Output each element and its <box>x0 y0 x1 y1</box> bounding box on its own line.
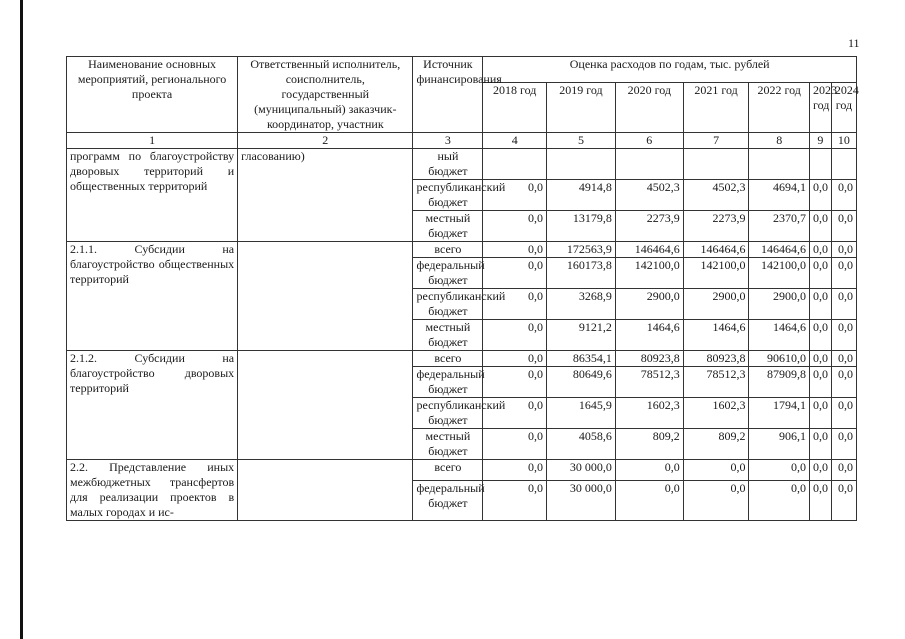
header-year: 2024 год <box>831 82 856 132</box>
expense-value: 90610,0 <box>749 351 810 367</box>
expense-value: 809,2 <box>683 429 749 460</box>
expense-value: 0,0 <box>615 480 683 520</box>
expense-value: 4058,6 <box>547 429 616 460</box>
expense-value: 0,0 <box>831 480 856 520</box>
expense-value: 809,2 <box>615 429 683 460</box>
expense-value: 0,0 <box>831 398 856 429</box>
responsible <box>238 242 413 351</box>
table-row <box>67 460 857 481</box>
measure-name: 2.1.1. Субсидии на благоустройство общественных территорий <box>67 242 238 351</box>
table-row <box>67 351 857 367</box>
expense-value: 2900,0 <box>749 289 810 320</box>
expense-value: 80649,6 <box>547 367 616 398</box>
expense-value: 2370,7 <box>749 211 810 242</box>
expense-value: 78512,3 <box>683 367 749 398</box>
expense-value: 78512,3 <box>615 367 683 398</box>
expense-value: 3268,9 <box>547 289 616 320</box>
expense-value: 13179,8 <box>547 211 616 242</box>
header-responsible: Ответственный исполнитель, соисполнитель, государственный (муниципальный) заказчик-координатор, участник <box>238 57 413 133</box>
expense-value: 2900,0 <box>683 289 749 320</box>
measure-name: 2.2. Представление иных межбюджетных трансфертов для реализации проектов в малых городах и ис- <box>67 460 238 521</box>
expense-value: 0,0 <box>809 258 831 289</box>
funding-source: всего <box>413 351 483 367</box>
expense-value: 0,0 <box>809 480 831 520</box>
expense-value: 0,0 <box>809 242 831 258</box>
scan-edge-bar <box>20 0 23 639</box>
expense-value: 146464,6 <box>749 242 810 258</box>
expense-value: 0,0 <box>483 258 547 289</box>
expense-value: 4914,8 <box>547 180 616 211</box>
funding-source: местный бюджет <box>413 211 483 242</box>
measure-name: программ по благоустройству дворовых территорий и общественных территорий <box>67 149 238 242</box>
funding-source: федеральный бюджет <box>413 258 483 289</box>
expense-value: 0,0 <box>809 398 831 429</box>
column-number: 3 <box>413 133 483 149</box>
expense-value: 1602,3 <box>683 398 749 429</box>
header-expenses: Оценка расходов по годам, тыс. рублей <box>483 57 857 83</box>
expense-value: 172563,9 <box>547 242 616 258</box>
expense-value: 906,1 <box>749 429 810 460</box>
expense-value: 0,0 <box>831 351 856 367</box>
expense-value: 0,0 <box>483 320 547 351</box>
column-number: 1 <box>67 133 238 149</box>
responsible <box>238 460 413 521</box>
expense-value: 80923,8 <box>615 351 683 367</box>
expense-value: 4694,1 <box>749 180 810 211</box>
funding-source: всего <box>413 242 483 258</box>
column-number: 6 <box>615 133 683 149</box>
expense-value: 0,0 <box>831 211 856 242</box>
expense-value: 2273,9 <box>683 211 749 242</box>
column-number: 7 <box>683 133 749 149</box>
expense-value <box>615 149 683 180</box>
expense-value: 4502,3 <box>683 180 749 211</box>
expense-value <box>547 149 616 180</box>
expense-value: 0,0 <box>831 320 856 351</box>
funding-source: федеральный бюджет <box>413 480 483 520</box>
funding-source: всего <box>413 460 483 481</box>
funding-source: ный бюджет <box>413 149 483 180</box>
expense-value: 0,0 <box>749 480 810 520</box>
expense-value: 9121,2 <box>547 320 616 351</box>
expense-value: 0,0 <box>683 460 749 481</box>
expense-value: 0,0 <box>809 180 831 211</box>
expense-value: 0,0 <box>809 367 831 398</box>
funding-source: федеральный бюджет <box>413 367 483 398</box>
expense-value: 146464,6 <box>615 242 683 258</box>
responsible <box>238 351 413 460</box>
expense-value: 0,0 <box>831 289 856 320</box>
expense-value: 0,0 <box>809 351 831 367</box>
expense-value: 87909,8 <box>749 367 810 398</box>
expense-value: 142100,0 <box>615 258 683 289</box>
expense-value: 30 000,0 <box>547 480 616 520</box>
funding-source: местный бюджет <box>413 320 483 351</box>
expense-value: 0,0 <box>831 180 856 211</box>
expense-value: 2273,9 <box>615 211 683 242</box>
funding-source: республиканский бюджет <box>413 180 483 211</box>
expense-value: 142100,0 <box>683 258 749 289</box>
expense-value: 0,0 <box>831 429 856 460</box>
expense-value <box>483 149 547 180</box>
page-number: 11 <box>848 36 860 50</box>
column-number: 9 <box>809 133 831 149</box>
expense-value: 0,0 <box>831 242 856 258</box>
expense-value: 1464,6 <box>615 320 683 351</box>
expense-value: 0,0 <box>483 367 547 398</box>
header-year: 2019 год <box>547 82 616 132</box>
expense-value: 0,0 <box>809 460 831 481</box>
expense-value: 0,0 <box>483 398 547 429</box>
expense-value: 1464,6 <box>683 320 749 351</box>
table-row <box>67 149 857 180</box>
measure-name: 2.1.2. Субсидии на благоустройство дворовых территорий <box>67 351 238 460</box>
budget-table <box>66 56 857 521</box>
header-year: 2021 год <box>683 82 749 132</box>
expense-value: 86354,1 <box>547 351 616 367</box>
responsible: гласованию) <box>238 149 413 242</box>
expense-value: 1794,1 <box>749 398 810 429</box>
funding-source: республиканский бюджет <box>413 398 483 429</box>
expense-value: 0,0 <box>809 429 831 460</box>
expense-value: 2900,0 <box>615 289 683 320</box>
header-year: 2023 год <box>809 82 831 132</box>
header-name: Наименование основных мероприятий, регионального проекта <box>67 57 238 133</box>
expense-value: 0,0 <box>683 480 749 520</box>
expense-value: 0,0 <box>615 460 683 481</box>
expense-value <box>749 149 810 180</box>
header-year: 2018 год <box>483 82 547 132</box>
expense-value: 80923,8 <box>683 351 749 367</box>
funding-source: республиканский бюджет <box>413 289 483 320</box>
header-year: 2020 год <box>615 82 683 132</box>
expense-value: 0,0 <box>831 258 856 289</box>
expense-value: 0,0 <box>483 480 547 520</box>
expense-value: 0,0 <box>831 460 856 481</box>
column-number: 5 <box>547 133 616 149</box>
expense-value: 0,0 <box>483 460 547 481</box>
funding-source: местный бюджет <box>413 429 483 460</box>
expense-value <box>683 149 749 180</box>
column-number: 10 <box>831 133 856 149</box>
header-source: Источник финансирования <box>413 57 483 133</box>
expense-value <box>809 149 831 180</box>
expense-value: 1645,9 <box>547 398 616 429</box>
expense-value: 1602,3 <box>615 398 683 429</box>
expense-value: 0,0 <box>809 211 831 242</box>
expense-value: 142100,0 <box>749 258 810 289</box>
expense-value: 0,0 <box>483 351 547 367</box>
header-year: 2022 год <box>749 82 810 132</box>
column-number: 4 <box>483 133 547 149</box>
expense-value: 0,0 <box>483 211 547 242</box>
expense-value: 0,0 <box>483 180 547 211</box>
expense-value <box>831 149 856 180</box>
expense-value: 0,0 <box>483 289 547 320</box>
expense-value: 160173,8 <box>547 258 616 289</box>
expense-value: 30 000,0 <box>547 460 616 481</box>
expense-value: 0,0 <box>749 460 810 481</box>
column-number: 2 <box>238 133 413 149</box>
expense-value: 0,0 <box>483 429 547 460</box>
expense-value: 1464,6 <box>749 320 810 351</box>
expense-value: 0,0 <box>483 242 547 258</box>
expense-value: 0,0 <box>809 289 831 320</box>
expense-value: 4502,3 <box>615 180 683 211</box>
column-number: 8 <box>749 133 810 149</box>
table-row <box>67 242 857 258</box>
expense-value: 0,0 <box>831 367 856 398</box>
expense-value: 0,0 <box>809 320 831 351</box>
expense-value: 146464,6 <box>683 242 749 258</box>
